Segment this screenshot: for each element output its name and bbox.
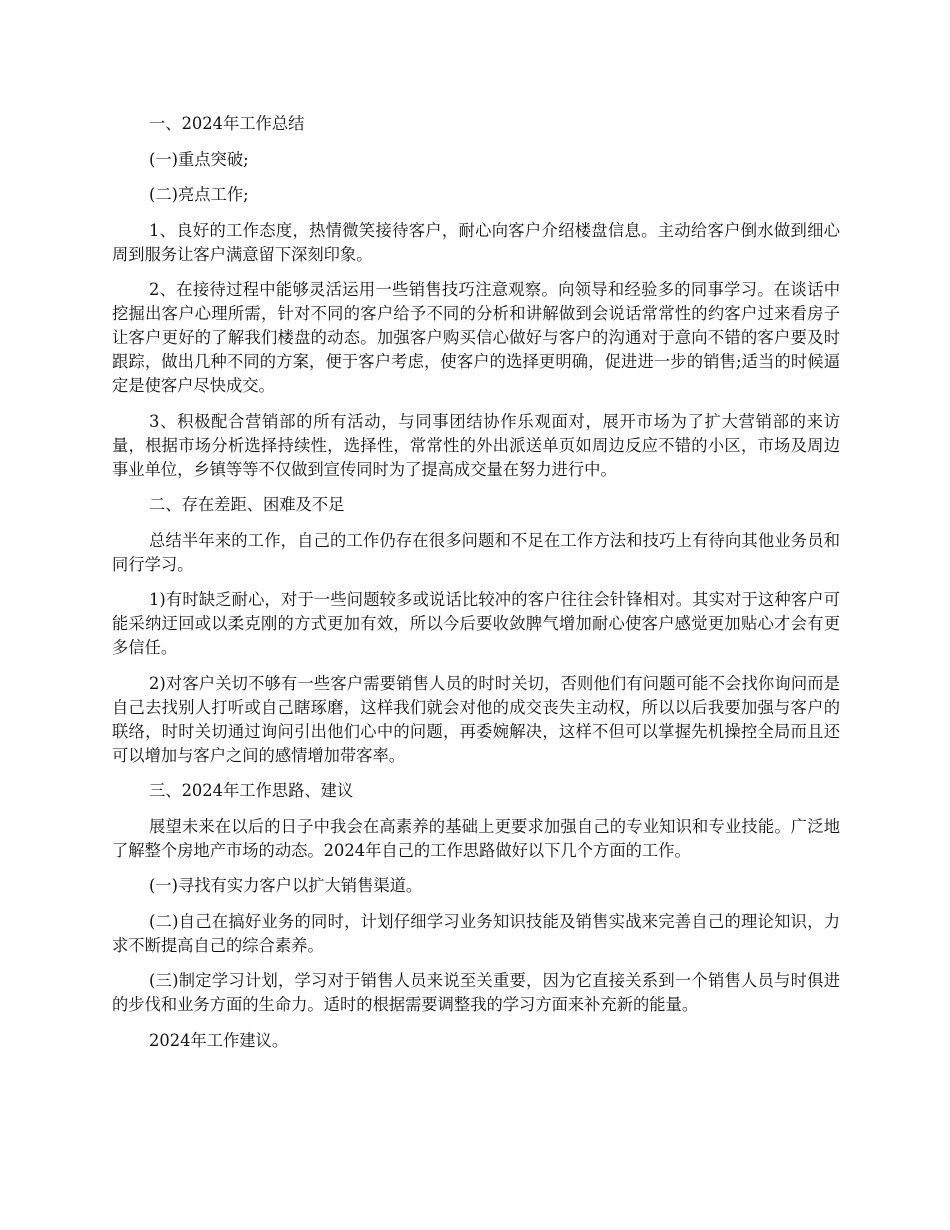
paragraph-half-year-summary: 总结半年来的工作，自己的工作仍存在很多问题和不足在工作方法和技巧上有待向其他业务员和同行学习。 <box>112 530 840 574</box>
paragraph-work-attitude: 1、良好的工作态度，热情微笑接待客户，耐心向客户介绍楼盘信息。主动给客户倒水做到细心周到服务让客户满意留下深刻印象。 <box>112 220 840 264</box>
paragraph-lack-of-patience: 1)有时缺乏耐心，对于一些问题较多或说话比较冲的客户往往会针锋相对。其实对于这种客户可能采纳迂回或以柔克刚的方式更加有效，所以今后要收敛脾气增加耐心使客户感觉更加贴心才会有更多信任。 <box>112 590 840 657</box>
plan-item-study-plan: (三)制定学习计划，学习对于销售人员来说至关重要，因为它直接关系到一个销售人员与时俱进的步伐和业务方面的生命力。适时的根据需要调整我的学习方面来补充新的能量。 <box>112 971 840 1014</box>
paragraph-sales-skills: 2、在接待过程中能够灵活运用一些销售技巧注意观察。向领导和经验多的同事学习。在谈话中挖掘出客户心理所需，针对不同的客户给予不同的分析和讲解做到会说话常常性的约客户过来看房子让客户更好的了解我们楼盘的动态。加强客户购买信心做好与客户的沟通对于意向不错的客户要及时跟踪，做出几种不同的方案，便于客户考虑，使客户的选择更明确，促进进一步的销售;适当的时候逼定是使客户尽快成交。 <box>112 280 840 395</box>
section-heading-work-plan: 三、2024年工作思路、建议 <box>149 781 354 800</box>
section-heading-work-summary: 一、2024年工作总结 <box>149 114 305 133</box>
subheading-highlight-work: (二)亮点工作; <box>149 185 249 204</box>
paragraph-marketing-activities: 3、积极配合营销部的所有活动，与同事团结协作乐观面对，展开市场为了扩大营销部的来访量，根据市场分析选择持续性，选择性，常常性的外出派送单页如周边反应不错的小区，市场及周边事业单位，乡镇等等不仅做到宣传同时为了提高成交量在努力进行中。 <box>112 411 840 479</box>
plan-item-find-clients: (一)寻找有实力客户以扩大销售渠道。 <box>149 876 423 895</box>
subheading-key-breakthrough: (一)重点突破; <box>149 149 249 169</box>
paragraph-work-suggestions: 2024年工作建议。 <box>149 1030 289 1050</box>
document-body <box>112 112 840 1064</box>
plan-item-study-skills: (二)自己在搞好业务的同时，计划仔细学习业务知识技能及销售实战来完善自己的理论知识，力求不断提高自己的综合素养。 <box>112 911 840 955</box>
paragraph-outlook: 展望未来在以后的日子中我会在高素养的基础上更要求加强自己的专业知识和专业技能。广泛地了解整个房地产市场的动态。2024年自己的工作思路做好以下几个方面的工作。 <box>112 816 840 860</box>
paragraph-customer-care: 2)对客户关切不够有一些客户需要销售人员的时时关切，否则他们有问题可能不会找你询问而是自己去找别人打听或自己瞎琢磨，这样我们就会对他的成交丧失主动权，所以以后我要加强与客户的联络，时时关切通过询问引出他们心中的问题，再委婉解决，这样不但可以掌握先机操控全局而且还可以增加与客户之间的感情增加带客率。 <box>112 673 840 765</box>
section-heading-shortcomings: 二、存在差距、困难及不足 <box>149 495 345 514</box>
